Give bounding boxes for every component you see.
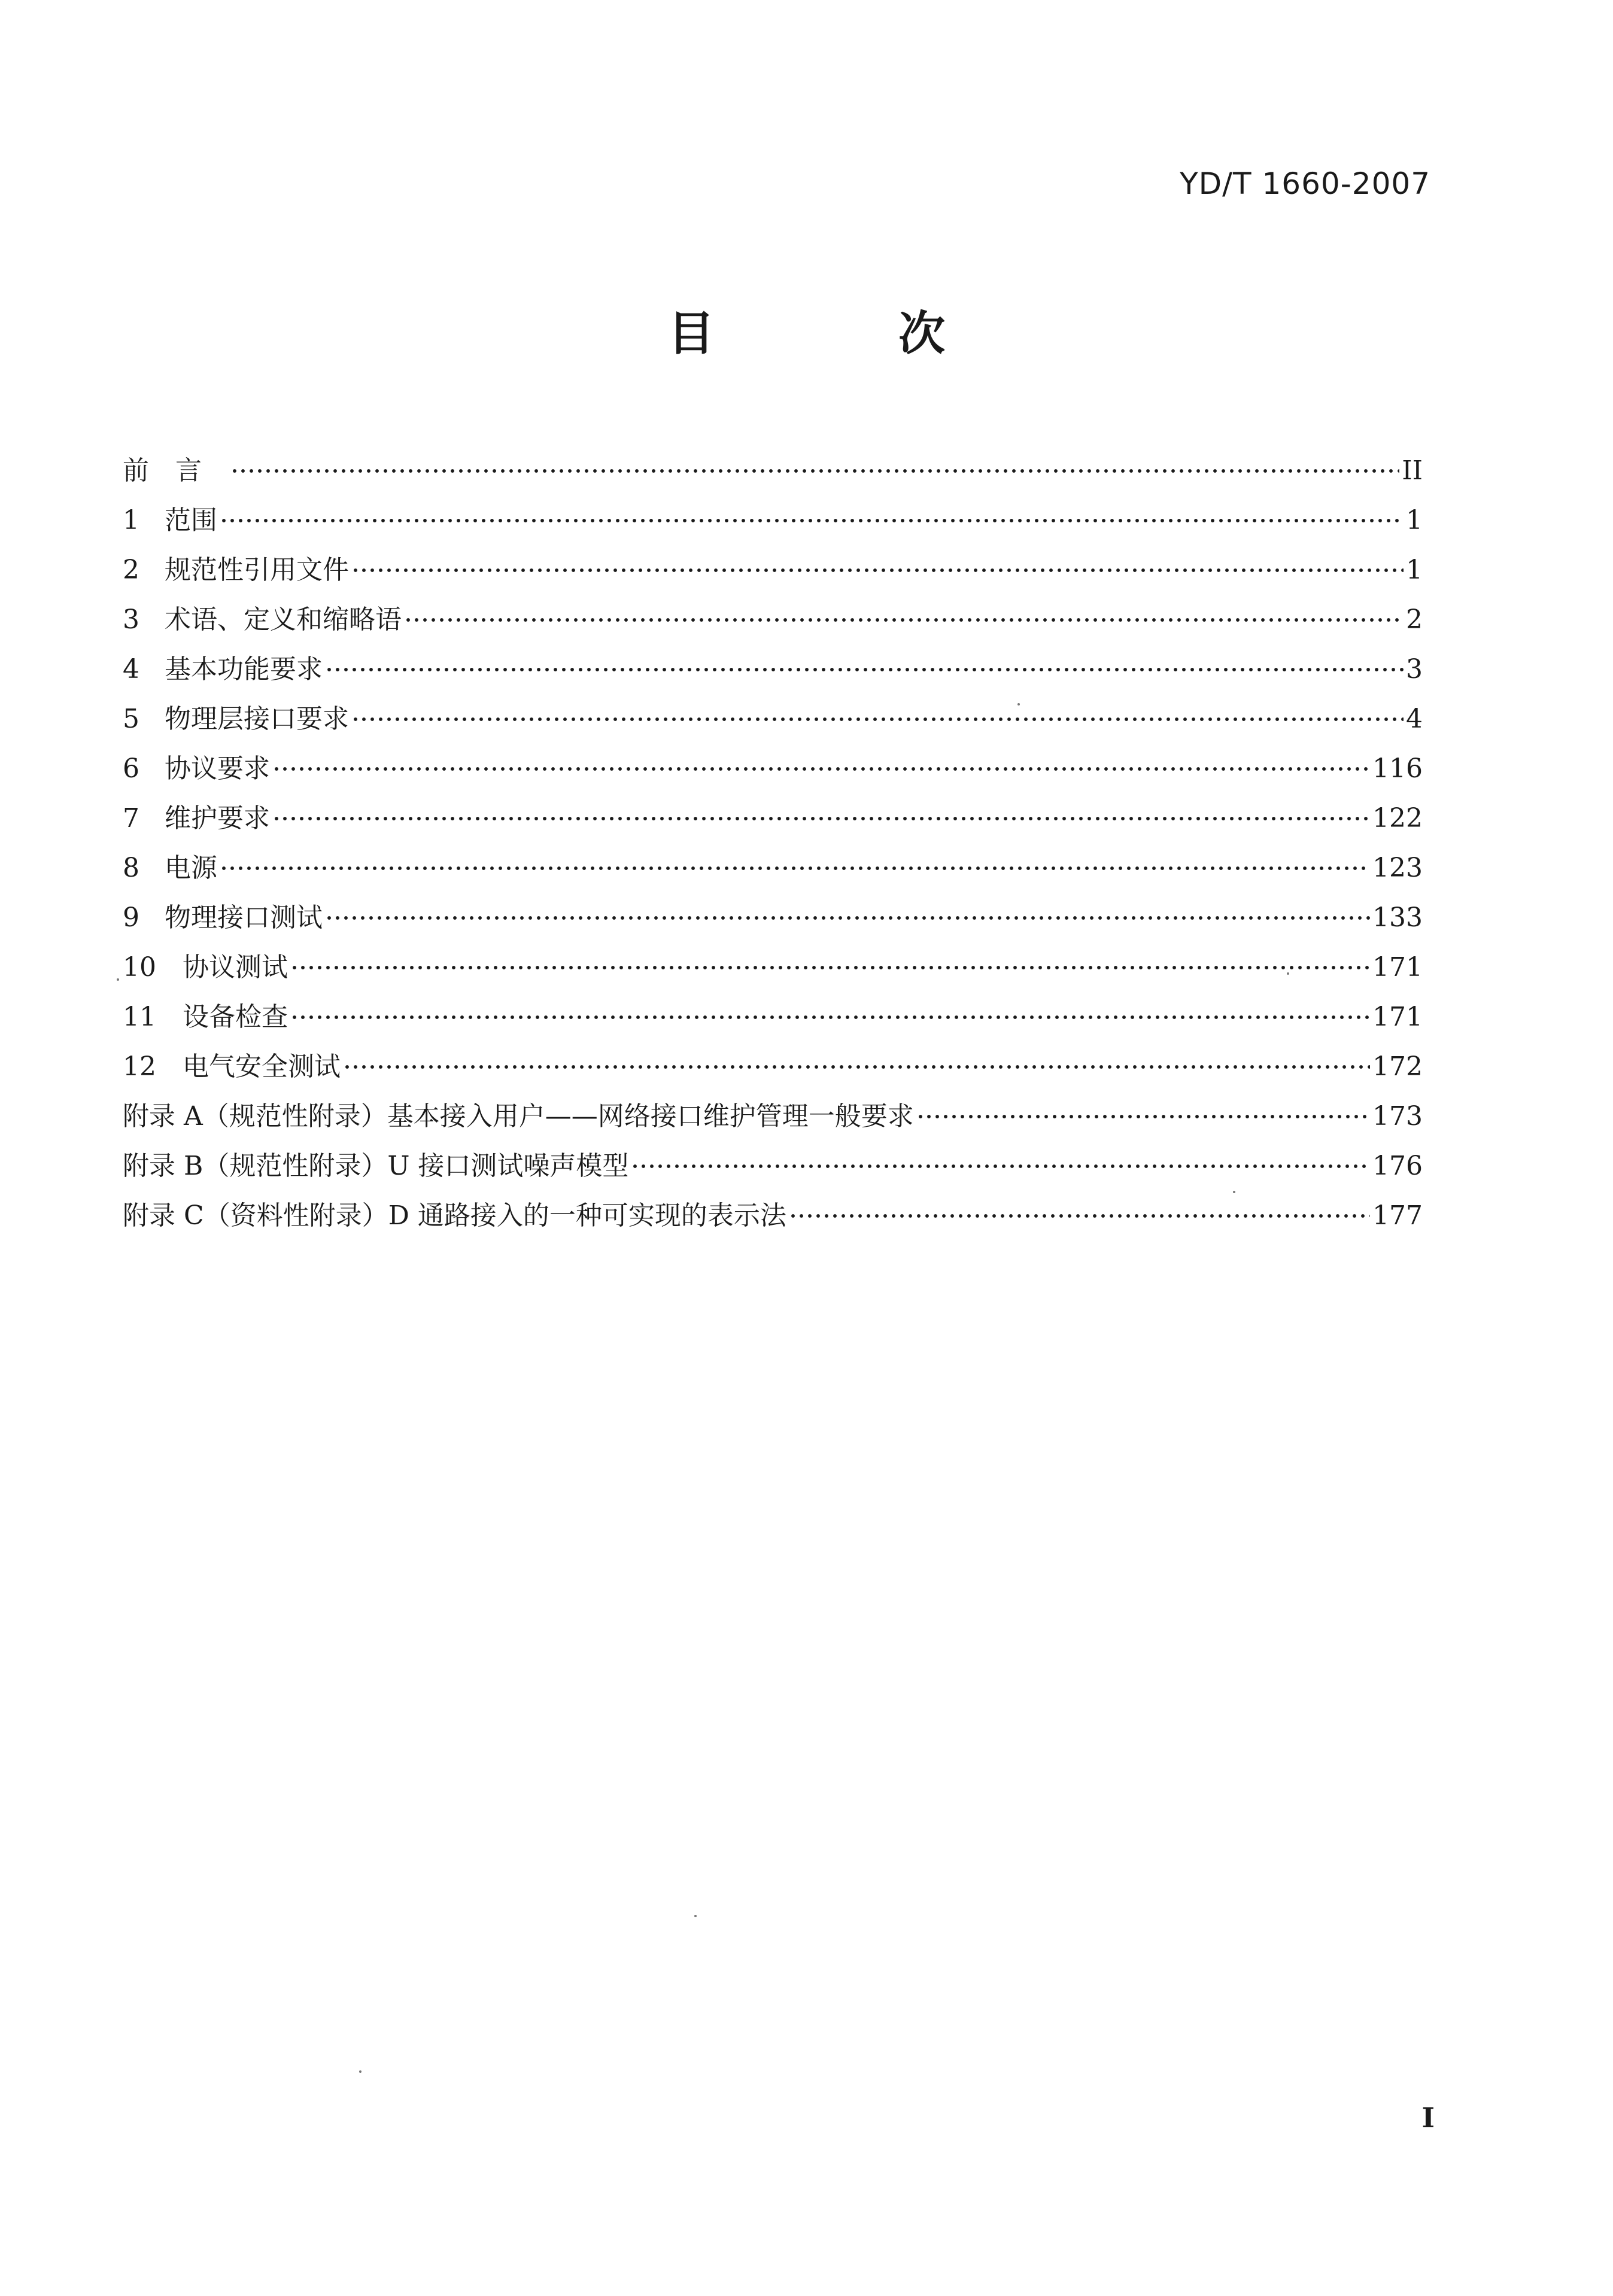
toc-entry-10[interactable] [123, 942, 1423, 992]
scan-speck [117, 978, 119, 981]
scan-speck [1017, 703, 1020, 705]
toc-entry-number: 2 [123, 555, 139, 585]
toc-entry-label: 协议测试 [183, 952, 288, 983]
toc-entry-appendix-c[interactable] [123, 1191, 1423, 1240]
toc-entry-page: 176 [1372, 1151, 1423, 1181]
toc-leader-dots [220, 853, 1370, 879]
toc-entry-number: 9 [123, 902, 139, 933]
toc-leader-dots [789, 1200, 1370, 1227]
toc-leader-dots [404, 604, 1404, 631]
toc-entry-number: 12 [123, 1051, 156, 1082]
toc-entry-label: 维护要求 [165, 803, 270, 834]
toc-entry-number: 11 [123, 1002, 156, 1032]
toc-leader-dots [290, 1002, 1370, 1028]
toc-title: 目 次 [667, 307, 1029, 361]
toc-entry-page: 133 [1372, 902, 1423, 933]
scan-speck [1233, 1191, 1235, 1193]
toc-leader-dots [290, 952, 1370, 978]
toc-entry-11[interactable] [123, 992, 1423, 1042]
toc-entry-label: 电气安全测试 [183, 1051, 341, 1082]
toc-entry-page: 116 [1372, 753, 1423, 784]
toc-leader-dots [351, 555, 1404, 581]
scan-speck [359, 2070, 362, 2073]
toc-entry-page: 173 [1372, 1101, 1423, 1132]
toc-leader-dots [916, 1101, 1370, 1127]
toc-entry-appendix-b[interactable] [123, 1141, 1423, 1191]
toc-entry-label: 基本功能要求 [165, 654, 323, 685]
toc-entry-label: 附录 B（规范性附录）U 接口测试噪声模型 [123, 1151, 629, 1181]
toc-entry-number: 5 [123, 704, 139, 734]
toc-leader-dots [220, 505, 1404, 531]
toc-entry-foreword[interactable] [123, 446, 1423, 495]
toc-entry-3[interactable] [123, 595, 1423, 644]
toc-leader-dots [351, 704, 1404, 730]
toc-leader-dots [631, 1151, 1370, 1177]
standard-number: YD/T 1660-2007 [1180, 166, 1430, 201]
toc-entry-page: 177 [1372, 1200, 1423, 1231]
toc-entry-label: 附录 A（规范性附录）基本接入用户——网络接口维护管理一般要求 [123, 1101, 914, 1132]
toc-entry-label: 前言 [123, 455, 228, 486]
scan-speck [694, 1915, 697, 1917]
toc-entry-page: 2 [1406, 604, 1423, 635]
toc-entry-page: 3 [1406, 654, 1423, 685]
toc-entry-page: 1 [1406, 555, 1423, 585]
toc-entry-number: 1 [123, 505, 139, 536]
toc-entry-page: 171 [1372, 952, 1423, 983]
toc-leader-dots [325, 902, 1370, 929]
toc-entry-6[interactable] [123, 744, 1423, 793]
toc-entry-number: 3 [123, 604, 139, 635]
toc-entry-4[interactable] [123, 644, 1423, 694]
table-of-contents [123, 446, 1423, 1240]
toc-leader-dots [343, 1051, 1370, 1078]
toc-entry-page: 123 [1372, 853, 1423, 883]
toc-leader-dots [325, 654, 1404, 680]
toc-leader-dots [230, 455, 1399, 482]
toc-entry-label: 附录 C（资料性附录）D 通路接入的一种可实现的表示法 [123, 1200, 786, 1231]
toc-entry-label: 物理接口测试 [165, 902, 323, 933]
toc-entry-label: 设备检查 [183, 1002, 288, 1032]
toc-entry-1[interactable] [123, 495, 1423, 545]
page-number: I [1421, 2102, 1435, 2134]
toc-entry-number: 8 [123, 853, 139, 883]
toc-leader-dots [272, 803, 1370, 829]
toc-entry-number: 10 [123, 952, 156, 983]
toc-entry-number: 7 [123, 803, 139, 834]
toc-entry-label: 术语、定义和缩略语 [165, 604, 402, 635]
toc-entry-label: 规范性引用文件 [165, 555, 349, 585]
toc-entry-7[interactable] [123, 793, 1423, 843]
scan-speck [1287, 972, 1289, 975]
toc-entry-label: 范围 [165, 505, 217, 536]
toc-entry-page: 122 [1372, 803, 1423, 834]
toc-entry-page: 171 [1372, 1002, 1423, 1032]
toc-entry-9[interactable] [123, 893, 1423, 942]
toc-entry-page: 1 [1406, 505, 1423, 536]
toc-entry-label: 协议要求 [165, 753, 270, 784]
toc-entry-8[interactable] [123, 843, 1423, 893]
toc-entry-page: 4 [1406, 704, 1423, 734]
toc-entry-number: 6 [123, 753, 139, 784]
toc-entry-number: 4 [123, 654, 139, 685]
toc-entry-label: 物理层接口要求 [165, 704, 349, 734]
toc-entry-5[interactable] [123, 694, 1423, 744]
toc-entry-2[interactable] [123, 545, 1423, 595]
toc-leader-dots [272, 753, 1370, 780]
toc-entry-page: II [1402, 455, 1423, 486]
toc-entry-12[interactable] [123, 1042, 1423, 1091]
toc-entry-label: 电源 [165, 853, 217, 883]
toc-entry-page: 172 [1372, 1051, 1423, 1082]
toc-entry-appendix-a[interactable] [123, 1091, 1423, 1141]
